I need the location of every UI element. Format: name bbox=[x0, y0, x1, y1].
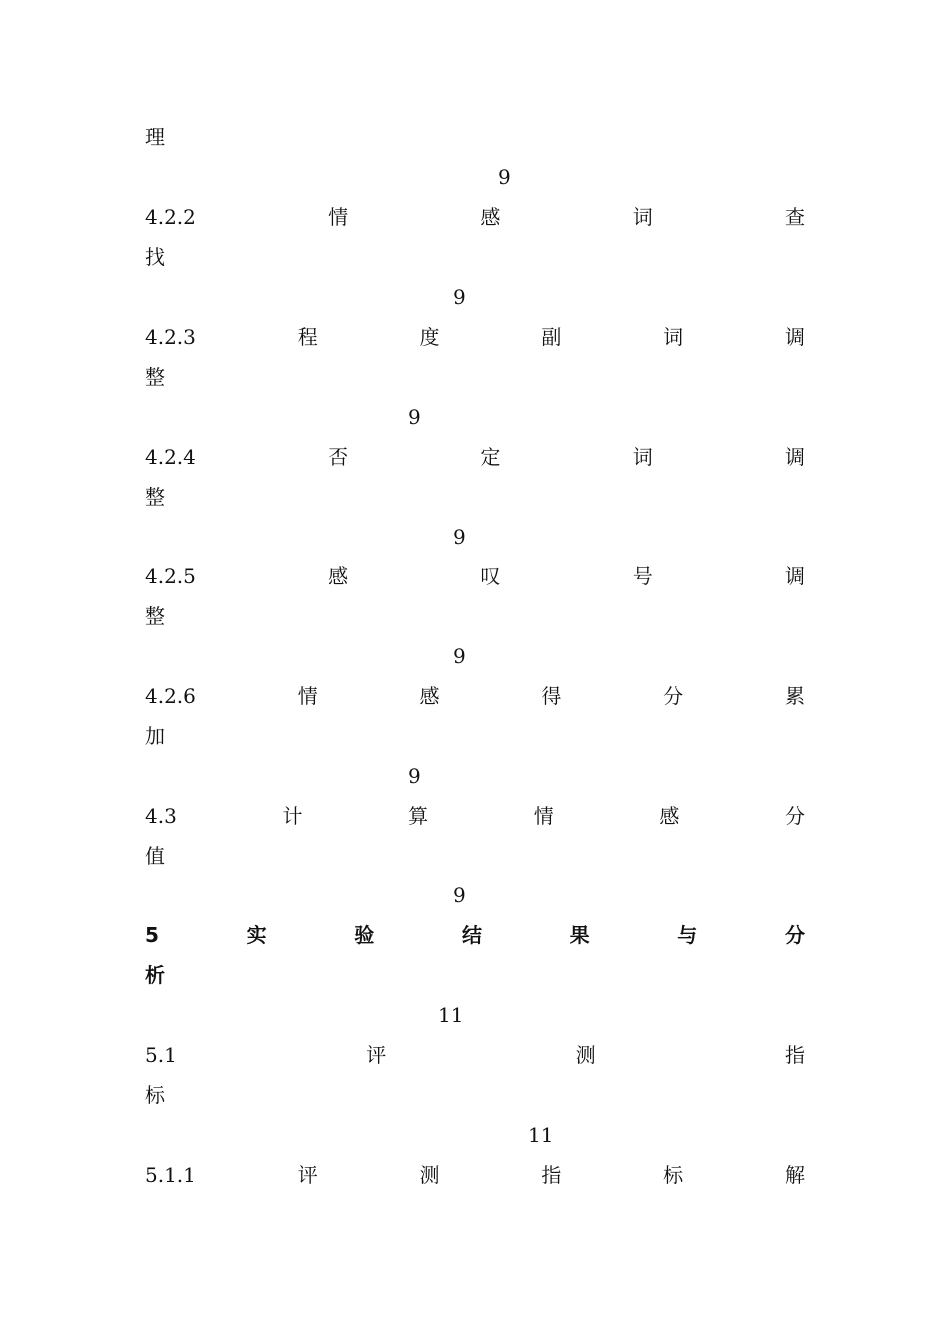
toc-title-char: 实 bbox=[246, 923, 267, 947]
toc-entry-number: 4.3 bbox=[145, 804, 177, 828]
toc-title-char: 调 bbox=[784, 445, 805, 469]
toc-entry-continuation-char: 值 bbox=[145, 844, 165, 868]
toc-title-char: 程 bbox=[297, 325, 318, 349]
toc-entry-continuation-line bbox=[145, 960, 805, 990]
toc-title-char: 定 bbox=[480, 445, 501, 469]
dot-leader bbox=[171, 242, 805, 272]
toc-chapter-title-line bbox=[145, 920, 805, 950]
toc-title-char: 词 bbox=[632, 205, 653, 229]
dot-leader bbox=[171, 482, 805, 512]
toc-title-char: 算 bbox=[408, 804, 429, 828]
dot-leader bbox=[145, 761, 400, 791]
toc-entry-title-line bbox=[145, 801, 805, 831]
toc-title-char: 指 bbox=[784, 1043, 805, 1067]
toc-entry-title-line bbox=[145, 442, 805, 472]
toc-entry-tail-line bbox=[145, 402, 805, 432]
toc-entry-continuation-line bbox=[145, 841, 805, 871]
toc-entry-continuation-line bbox=[145, 242, 805, 272]
toc-title-char: 分 bbox=[663, 684, 684, 708]
toc-title-char: 验 bbox=[354, 923, 375, 947]
dot-leader bbox=[171, 362, 805, 392]
toc-title-char: 测 bbox=[575, 1043, 596, 1067]
toc-title-char: 调 bbox=[784, 325, 805, 349]
dot-leader bbox=[145, 1000, 430, 1030]
dot-leader bbox=[145, 641, 445, 671]
toc-title-char: 副 bbox=[541, 325, 562, 349]
toc-page-number: 11 bbox=[438, 1003, 464, 1027]
toc-entry-continuation-line bbox=[145, 721, 805, 751]
toc-title-char: 计 bbox=[282, 804, 303, 828]
toc-entry-tail-line bbox=[145, 641, 805, 671]
toc-title-char: 评 bbox=[297, 1163, 318, 1187]
toc-title-char: 调 bbox=[784, 564, 805, 588]
dot-leader bbox=[145, 880, 445, 910]
toc-entry-tail-line bbox=[145, 282, 805, 312]
toc-entry-tail-line bbox=[145, 522, 805, 552]
toc-title-char: 叹 bbox=[480, 564, 501, 588]
toc-entry-continuation-char: 整 bbox=[145, 485, 165, 509]
toc-page-number: 9 bbox=[498, 165, 511, 189]
toc-title-char: 词 bbox=[632, 445, 653, 469]
toc-title-char: 得 bbox=[541, 684, 562, 708]
toc-title-char: 评 bbox=[366, 1043, 387, 1067]
dot-leader bbox=[171, 122, 805, 152]
toc-page-number: 9 bbox=[408, 405, 421, 429]
toc-page-number: 9 bbox=[408, 764, 421, 788]
toc-title-char: 标 bbox=[663, 1163, 684, 1187]
toc-page-number: 9 bbox=[453, 525, 466, 549]
dot-leader bbox=[145, 402, 400, 432]
toc-entry-title-line bbox=[145, 322, 805, 352]
toc-title-char: 感 bbox=[659, 804, 680, 828]
toc-entry-continuation-char: 析 bbox=[145, 963, 165, 987]
toc-title-char: 情 bbox=[328, 205, 349, 229]
toc-entry-continuation-char: 整 bbox=[145, 604, 165, 628]
toc-title-char: 词 bbox=[663, 325, 684, 349]
dot-leader bbox=[145, 282, 445, 312]
toc-title-char: 分 bbox=[784, 804, 805, 828]
toc-entry-number: 4.2.5 bbox=[145, 564, 196, 588]
toc-title-char: 果 bbox=[569, 923, 590, 947]
toc-title-char: 结 bbox=[461, 923, 482, 947]
toc-entry-tail-line bbox=[145, 1120, 805, 1150]
dot-leader bbox=[145, 1120, 520, 1150]
toc-page-number: 9 bbox=[453, 883, 466, 907]
toc-title-char: 累 bbox=[784, 684, 805, 708]
toc-page-number: 9 bbox=[453, 285, 466, 309]
toc-entry-continuation-line bbox=[145, 362, 805, 392]
toc-entry-number: 4.2.4 bbox=[145, 445, 196, 469]
toc-entry-continuation-char: 找 bbox=[145, 245, 165, 269]
toc-entry-title-line bbox=[145, 561, 805, 591]
toc-title-char: 否 bbox=[328, 445, 349, 469]
toc-entry-number: 5.1 bbox=[145, 1043, 177, 1067]
toc-title-char: 感 bbox=[480, 205, 501, 229]
toc-title-char: 号 bbox=[632, 564, 653, 588]
toc-entry-title-line bbox=[145, 202, 805, 232]
toc-entry-number: 4.2.3 bbox=[145, 325, 196, 349]
toc-entry-continuation-char: 理 bbox=[145, 125, 165, 149]
toc-entry-number: 4.2.2 bbox=[145, 205, 196, 229]
dot-leader bbox=[171, 841, 805, 871]
toc-entry-continuation-line bbox=[145, 601, 805, 631]
dot-leader bbox=[145, 162, 490, 192]
dot-leader bbox=[171, 721, 805, 751]
toc-title-char: 分 bbox=[784, 923, 805, 947]
toc-entry-title-line bbox=[145, 1160, 805, 1190]
toc-title-char: 测 bbox=[419, 1163, 440, 1187]
toc-entry-number: 4.2.6 bbox=[145, 684, 196, 708]
toc-entry-title-line bbox=[145, 681, 805, 711]
toc-title-char: 情 bbox=[297, 684, 318, 708]
toc-entry-number: 5 bbox=[145, 923, 159, 947]
toc-entry-tail-line bbox=[145, 1000, 805, 1030]
toc-entry-continuation-line bbox=[145, 482, 805, 512]
toc-entry-continuation-char: 标 bbox=[145, 1083, 165, 1107]
toc-entry-continuation-line bbox=[145, 122, 805, 152]
toc-entry-number: 5.1.1 bbox=[145, 1163, 196, 1187]
toc-title-char: 解 bbox=[784, 1163, 805, 1187]
toc-title-char: 情 bbox=[533, 804, 554, 828]
dot-leader bbox=[171, 601, 805, 631]
toc-entry-continuation-line bbox=[145, 1080, 805, 1110]
toc-title-char: 感 bbox=[328, 564, 349, 588]
toc-entry-tail-line bbox=[145, 880, 805, 910]
dot-leader bbox=[171, 1080, 805, 1110]
dot-leader bbox=[171, 960, 805, 990]
toc-entry-title-line bbox=[145, 1040, 805, 1070]
toc-entry-continuation-char: 加 bbox=[145, 724, 165, 748]
toc-entry-tail-line bbox=[145, 761, 805, 791]
toc-title-char: 与 bbox=[677, 923, 698, 947]
toc-page-number: 9 bbox=[453, 644, 466, 668]
toc-page-number: 11 bbox=[528, 1123, 554, 1147]
toc-title-char: 查 bbox=[784, 205, 805, 229]
toc-title-char: 感 bbox=[419, 684, 440, 708]
toc-title-char: 指 bbox=[541, 1163, 562, 1187]
toc-entry-continuation-char: 整 bbox=[145, 365, 165, 389]
toc-title-char: 度 bbox=[419, 325, 440, 349]
dot-leader bbox=[145, 522, 445, 552]
toc-entry-tail-line bbox=[145, 162, 805, 192]
